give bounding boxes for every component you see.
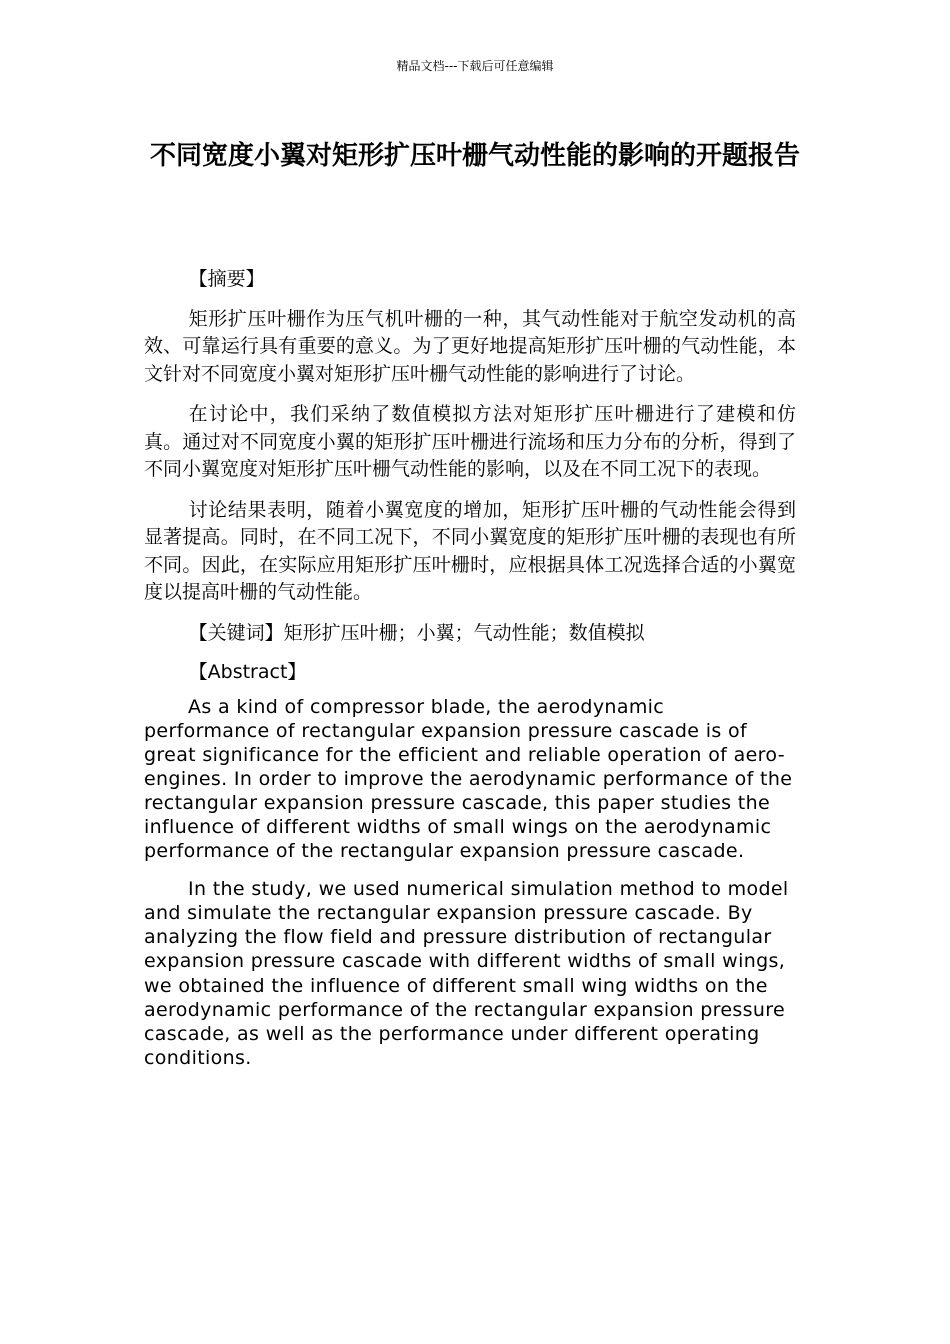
abstract-zh-paragraph-3: 讨论结果表明，随着小翼宽度的增加，矩形扩压叶栅的气动性能会得到显著提高。同时，在不同工况下，不同小翼宽度的矩形扩压叶栅的表现也有所不同。因此，在实际应用矩形扩压叶栅时，应根据具体工况选择合适的小翼宽度以提高叶栅的气动性能。: [144, 498, 796, 603]
abstract-zh-paragraph-2: 在讨论中，我们采纳了数值模拟方法对矩形扩压叶栅进行了建模和仿真。通过对不同宽度小翼的矩形扩压叶栅进行流场和压力分布的分析，得到了不同小翼宽度对矩形扩压叶栅气动性能的影响，以及在不同工况下的表现。: [144, 403, 796, 480]
abstract-en-paragraph-1: As a kind of compressor blade, the aerodynamic performance of rectangular expansion pressure cascade is of great significance for the efficient and reliable operation of aero-engines. In order to improve the aerodynamic performance of the rectangular expansion pressure cascade, this paper studies the influence of different widths of small wings on the aerodynamic performance of the rectangular expansion pressure cascade.: [144, 695, 793, 863]
abstract-en-paragraph-2: In the study, we used numerical simulation method to model and simulate the rectangular expansion pressure cascade. By analyzing the flow field and pressure distribution of rectangular expansion pressure cascade with different widths of small wings, we obtained the influence of different small wing widths on the aerodynamic performance of the rectangular expansion pressure cascade, as well as the performance under different operating conditions.: [144, 878, 789, 1069]
abstract-zh-label: 【摘要】: [188, 268, 265, 290]
page-title: 不同宽度小翼对矩形扩压叶栅气动性能的影响的开题报告: [149, 141, 800, 171]
document-body: [144, 266, 796, 1084]
header-note: 精品文档---下载后可任意编辑: [396, 59, 554, 73]
abstract-en-label: 【Abstract】: [188, 661, 307, 683]
abstract-zh-paragraph-1: 矩形扩压叶栅作为压气机叶栅的一种，其气动性能对于航空发动机的高效、可靠运行具有重要的意义。为了更好地提高矩形扩压叶栅的气动性能，本文针对不同宽度小翼对矩形扩压叶栅气动性能的影响进行了讨论。: [144, 307, 796, 385]
keywords-zh: 【关键词】矩形扩压叶栅；小翼；气动性能；数值模拟: [188, 621, 645, 644]
